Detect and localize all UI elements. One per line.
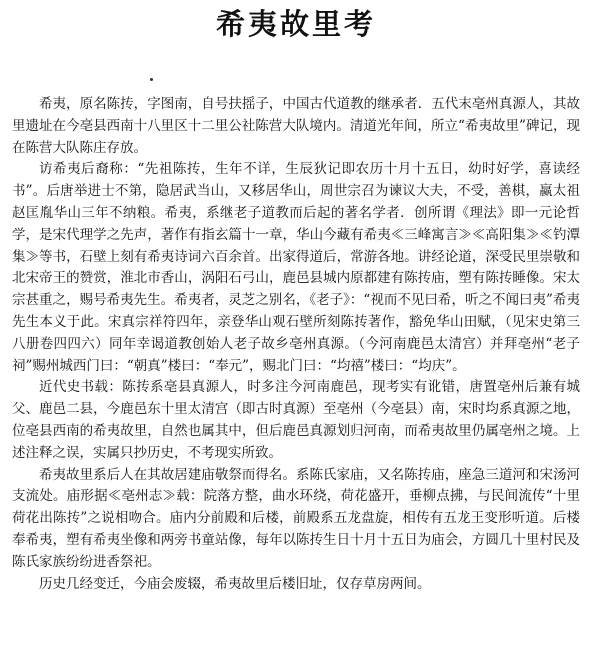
paragraph-2: 访希夷后裔称：“先祖陈抟，生年不详，生辰狄记即农历十月十五日，幼时好学，喜读经书”。后唐举进士不第，隐居武当山，又移居华山，周世宗召为谏议大夫，不受，善棋，赢太祖赵匡胤华山三年不纳粮。希夷，系继老子道教而后起的著名学者．创所谓《理法》即一元论哲学，是宋代理学之先声，著作有指玄篇十一章，华山今藏有希夷≪三峰寓言≫≪高阳集≫≪钓潭集≫等书，石壁上刻有希夷诗词六百余首。出家得道后，常游各地。讲经论道，深受民里崇敬和北宋帝王的赞赏，淮北市香山，涡阳石弓山，鹿邑县城内原都建有陈抟庙，塑有陈抟睡像。宋太宗甚重之，赐号希夷先生。希夷者，灵芝之别名，《老子》：“视而不见曰希，听之不闻曰夷”希夷先生本义于此。宋真宗祥符四年，亲登华山观石壁所刻陈抟著作，豁免华山田赋，（见宋史第三八册卷四四六）同年幸谒道教创始人老子故乡亳州真源。（今河南鹿邑太清宫）并拜亳州“老子祠”赐州城西门曰：“朝真”楼曰：“奉元”，赐北门曰：“均禧”楼曰：“均庆”。 bbox=[12, 161, 580, 374]
ink-dot bbox=[150, 78, 153, 81]
document-title: 希夷故里考 bbox=[215, 7, 376, 41]
paragraph-5: 历史几经变迁，今庙会废辍，希夷故里后楼旧址，仅存草房两间。 bbox=[39, 575, 431, 592]
paragraph-3: 近代史书载：陈抟系亳县真源人，时多注今河南鹿邑，现考实有讹错，唐置亳州后兼有城父、鹿邑二县，今鹿邑东十里太清宫（即古时真源）至亳州（今亳县）南，宋时均系真源之地，位亳县西南的希夷故里，自然也属其中，但后鹿邑真源划归河南，而希夷故里仍属亳州之境。上述注释之误，实属只抄历史，不考现实所致。 bbox=[12, 379, 580, 461]
article-body bbox=[12, 94, 580, 595]
paragraph-1: 希夷，原名陈抟，字图南，自号扶摇子，中国古代道教的继承者．五代末亳州真源人，其故里遗址在今亳县西南十八里区十二里公社陈营大队境内。清道光年间，所立“希夷故里”碑记，现在陈营大队陈庄存放。 bbox=[12, 96, 580, 156]
paragraph-4: 希夷故里系后人在其故居建庙敬祭而得名。系陈氏家庙，又名陈抟庙，座急三道河和宋汤河支流处。庙形据≪亳州志≫载：院落方整，曲水环绕，荷花盛开，垂柳点拂，与民间流传“十里荷花出陈抟”之说相吻合。庙内分前殿和后楼，前殿系五龙盘旋，相传有五龙王变形听道。后楼奉希夷，塑有希夷坐像和两旁书童站像，每年以陈抟生日十月十五日为庙会，方圆几十里村民及陈氏家族纷纷进香祭祀。 bbox=[12, 466, 580, 570]
